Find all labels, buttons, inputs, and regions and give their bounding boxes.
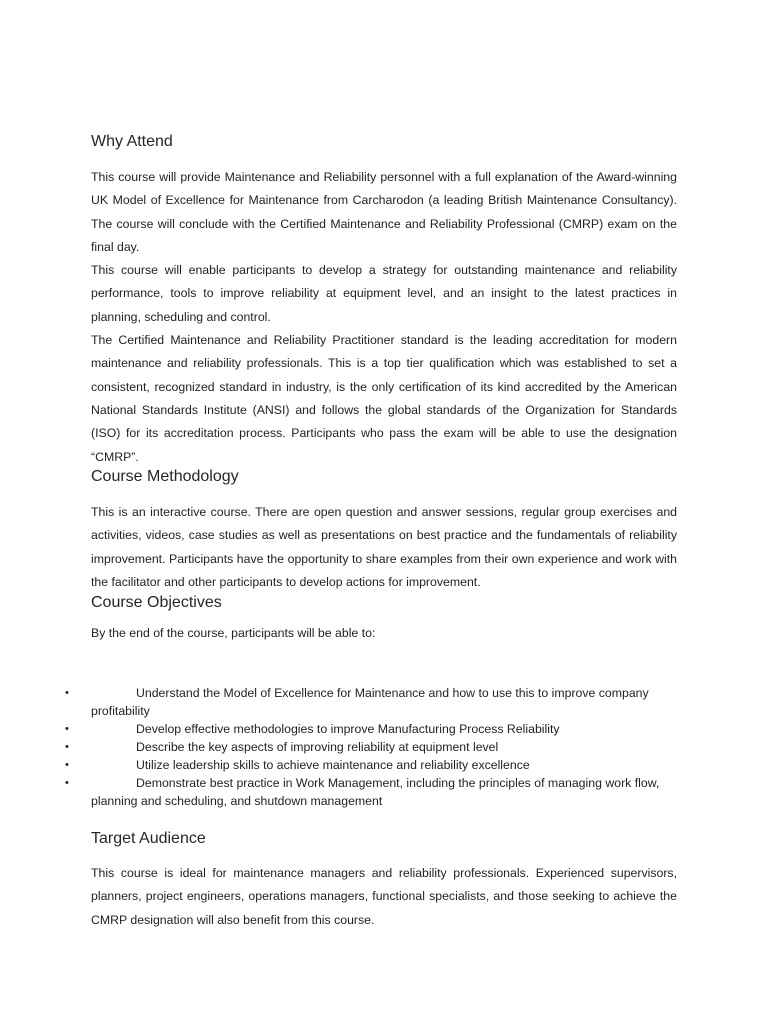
why-attend-paragraph-3: The Certified Maintenance and Reliability Practitioner standard is the leading accreditation for modern maintenance and reliability professionals. This is a top tier qualification which was established to set a consistent, recognized standard in industry, is the only certification of its kind accredited by the American National Standards Institute (ANSI) and follows the global standards of the Organization for Standards (ISO) for its accreditation process. Participants who pass the exam will be able to use the designation “CMRP”. — [91, 333, 677, 464]
objective-text: Understand the Model of Excellence for Maintenance and how to use this to improve company profitability — [91, 686, 649, 718]
target-audience-body: This course is ideal for maintenance managers and reliability professionals. Experienced supervisors, planners, project engineers, operations managers, functional specialists, and those seeking to achieve the CMRP designation will also benefit from this course. — [91, 866, 677, 927]
course-methodology-heading: Course Methodology — [91, 468, 239, 485]
why-attend-paragraph-1: This course will provide Maintenance and Reliability personnel with a full explanation of the Award-winning UK Model of Excellence for Maintenance from Carcharodon (a leading British Maintenance Consultancy). The course will conclude with the Certified Maintenance and Reliability Professional (CMRP) exam on the final day. — [91, 170, 677, 254]
target-audience-heading: Target Audience — [91, 830, 206, 847]
bullet-icon: • — [65, 723, 69, 735]
list-item — [65, 756, 701, 774]
course-methodology-body: This is an interactive course. There are open question and answer sessions, regular group exercises and activities, videos, case studies as well as presentations on best practice and the fundamentals of reliability improvement. Participants have the opportunity to share examples from their own experience and work with the facilitator and other participants to develop actions for improvement. — [91, 505, 677, 589]
bullet-icon: • — [65, 777, 69, 789]
list-item — [65, 720, 701, 738]
objective-text: Demonstrate best practice in Work Management, including the principles of managing work flow, planning and scheduling, and shutdown management — [91, 776, 660, 808]
list-item — [65, 774, 701, 810]
list-item — [65, 738, 701, 756]
course-objectives-intro: By the end of the course, participants will be able to: — [91, 626, 376, 640]
course-objectives-heading: Course Objectives — [91, 594, 222, 611]
bullet-icon: • — [65, 741, 69, 753]
why-attend-heading: Why Attend — [91, 133, 173, 150]
objective-text: Utilize leadership skills to achieve maintenance and reliability excellence — [136, 758, 530, 772]
course-objectives-list — [65, 684, 701, 810]
list-item — [65, 684, 701, 720]
bullet-icon: • — [65, 759, 69, 771]
bullet-icon: • — [65, 687, 69, 699]
why-attend-body — [91, 166, 677, 469]
objective-text: Describe the key aspects of improving reliability at equipment level — [136, 740, 499, 754]
why-attend-paragraph-2: This course will enable participants to develop a strategy for outstanding maintenance and reliability performance, tools to improve reliability at equipment level, and an insight to the latest practices in planning, scheduling and control. — [91, 263, 677, 324]
objective-text: Develop effective methodologies to improve Manufacturing Process Reliability — [136, 722, 560, 736]
